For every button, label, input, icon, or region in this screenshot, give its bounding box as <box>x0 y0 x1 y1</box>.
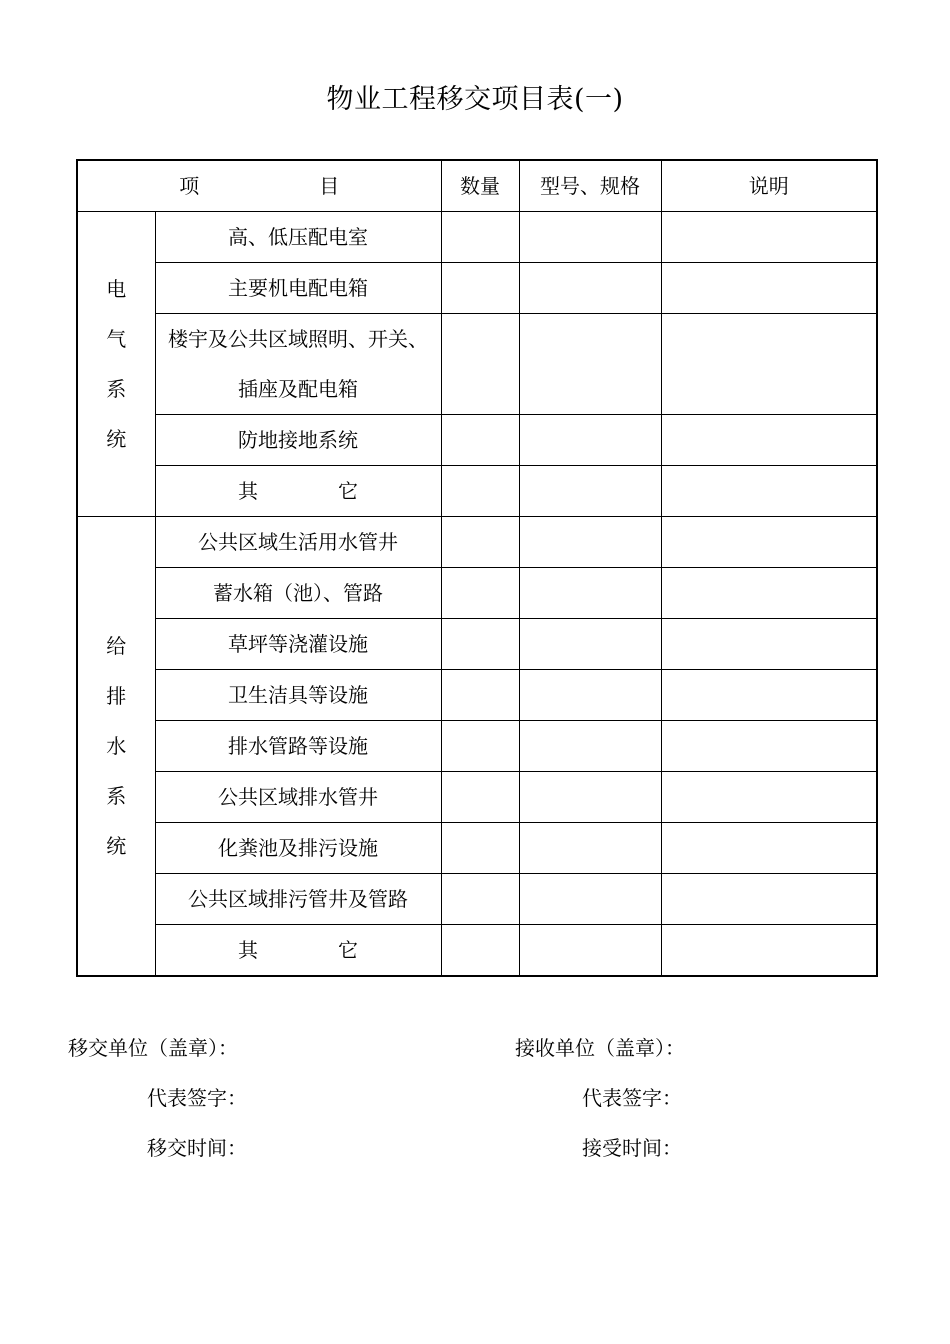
handover-rep-label: 代表签字： <box>147 1086 247 1110</box>
quantity-cell[interactable] <box>441 823 519 874</box>
group-label-char: 系 <box>106 784 127 808</box>
table-row <box>77 415 877 466</box>
quantity-cell[interactable] <box>441 568 519 619</box>
model-cell[interactable] <box>519 212 661 263</box>
quantity-cell[interactable] <box>441 925 519 977</box>
item-cell: 蓄水箱（池）、管路 <box>155 568 441 619</box>
header-item <box>77 160 441 212</box>
quantity-cell[interactable] <box>441 517 519 568</box>
model-cell[interactable] <box>519 314 661 415</box>
table-row <box>77 314 877 415</box>
note-cell[interactable] <box>661 263 877 314</box>
handover-unit-label: 移交单位（盖章）： <box>68 1036 238 1060</box>
handover-time-label: 移交时间： <box>147 1136 247 1160</box>
note-cell[interactable] <box>661 619 877 670</box>
item-cell: 防地接地系统 <box>155 415 441 466</box>
quantity-cell[interactable] <box>441 772 519 823</box>
quantity-cell[interactable] <box>441 619 519 670</box>
model-cell[interactable] <box>519 415 661 466</box>
receive-unit-label: 接收单位（盖章）： <box>515 1036 685 1060</box>
item-cell: 化粪池及排污设施 <box>155 823 441 874</box>
model-cell[interactable] <box>519 823 661 874</box>
group-label-char: 统 <box>106 834 127 858</box>
item-cell <box>155 925 441 977</box>
item-cell: 排水管路等设施 <box>155 721 441 772</box>
model-cell[interactable] <box>519 466 661 517</box>
header-item-label: 项 目 <box>179 174 340 198</box>
table-row <box>77 721 877 772</box>
item-cell: 卫生洁具等设施 <box>155 670 441 721</box>
quantity-cell[interactable] <box>441 415 519 466</box>
receive-rep-label: 代表签字： <box>582 1086 682 1110</box>
model-cell[interactable] <box>519 568 661 619</box>
item-cell: 公共区域排水管井 <box>155 772 441 823</box>
table-row <box>77 925 877 977</box>
table-row <box>77 212 877 263</box>
table-row <box>77 568 877 619</box>
table-row <box>77 517 877 568</box>
header-quantity: 数量 <box>441 160 519 212</box>
table-row <box>77 772 877 823</box>
note-cell[interactable] <box>661 925 877 977</box>
page-title: 物业工程移交项目表(一) <box>326 84 624 115</box>
note-cell[interactable] <box>661 823 877 874</box>
note-cell[interactable] <box>661 517 877 568</box>
item-cell <box>155 314 441 415</box>
note-cell[interactable] <box>661 212 877 263</box>
table-row <box>77 874 877 925</box>
model-cell[interactable] <box>519 721 661 772</box>
note-cell[interactable] <box>661 874 877 925</box>
header-row <box>77 160 877 212</box>
table-row <box>77 823 877 874</box>
note-cell[interactable] <box>661 772 877 823</box>
item-cell <box>155 466 441 517</box>
group-label-char: 排 <box>106 684 127 708</box>
item-cell: 高、低压配电室 <box>155 212 441 263</box>
quantity-cell[interactable] <box>441 212 519 263</box>
note-cell[interactable] <box>661 568 877 619</box>
note-cell[interactable] <box>661 670 877 721</box>
model-cell[interactable] <box>519 772 661 823</box>
group-label-electrical <box>77 212 155 517</box>
table-row <box>77 263 877 314</box>
item-cell: 公共区域生活用水管井 <box>155 517 441 568</box>
item-cell: 公共区域排污管井及管路 <box>155 874 441 925</box>
header-model: 型号、规格 <box>519 160 661 212</box>
quantity-cell[interactable] <box>441 670 519 721</box>
quantity-cell[interactable] <box>441 721 519 772</box>
model-cell[interactable] <box>519 925 661 977</box>
model-cell[interactable] <box>519 263 661 314</box>
table-row <box>77 466 877 517</box>
item-cell-text: 其 它 <box>238 479 358 503</box>
handover-table <box>76 159 878 977</box>
model-cell[interactable] <box>519 517 661 568</box>
item-cell-text: 楼宇及公共区域照明、开关、插座及配电箱 <box>168 327 428 401</box>
item-cell: 草坪等浇灌设施 <box>155 619 441 670</box>
receive-time-label: 接受时间： <box>582 1136 682 1160</box>
item-cell: 主要机电配电箱 <box>155 263 441 314</box>
group-label-char: 水 <box>106 734 127 758</box>
quantity-cell[interactable] <box>441 874 519 925</box>
quantity-cell[interactable] <box>441 263 519 314</box>
group-label-char: 给 <box>106 634 127 658</box>
group-label-char: 统 <box>106 427 127 451</box>
model-cell[interactable] <box>519 670 661 721</box>
table-row <box>77 619 877 670</box>
item-cell-text: 其 它 <box>238 938 358 962</box>
model-cell[interactable] <box>519 874 661 925</box>
quantity-cell[interactable] <box>441 314 519 415</box>
group-label-char: 气 <box>106 327 127 351</box>
group-label-char: 电 <box>106 277 127 301</box>
group-label-char: 系 <box>106 377 127 401</box>
table-row <box>77 670 877 721</box>
note-cell[interactable] <box>661 466 877 517</box>
quantity-cell[interactable] <box>441 466 519 517</box>
model-cell[interactable] <box>519 619 661 670</box>
note-cell[interactable] <box>661 721 877 772</box>
note-cell[interactable] <box>661 415 877 466</box>
note-cell[interactable] <box>661 314 877 415</box>
group-label-water <box>77 517 155 977</box>
header-note: 说明 <box>661 160 877 212</box>
